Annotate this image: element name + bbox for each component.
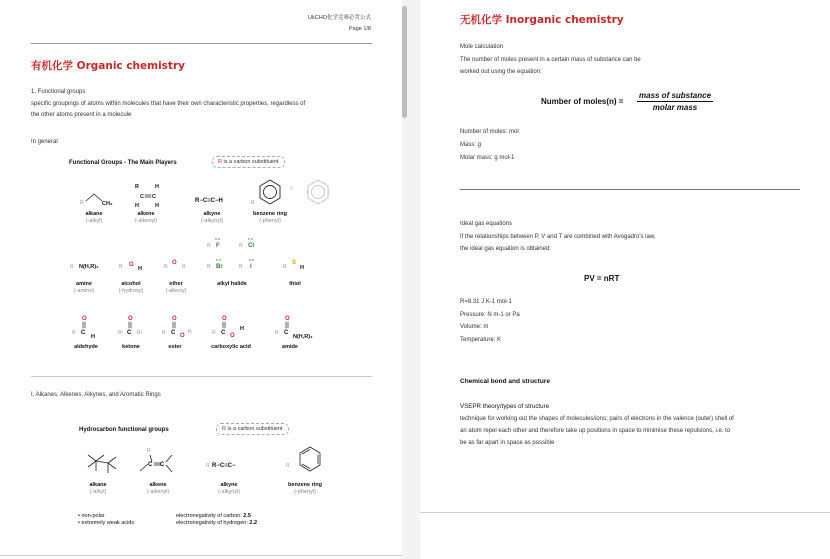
- label-alkyne-2: alkyne (-alkynyl): [217, 482, 241, 495]
- page-header: [308, 13, 371, 35]
- svg-text:O: O: [180, 333, 185, 339]
- alkyl-halide-structures: [207, 238, 254, 270]
- right-page: [420, 0, 830, 559]
- vsepr-text-line2: an atom repel each other and therefore take up positions in space to minimise these repulsions, i.e. to: [460, 428, 731, 434]
- label-benzene-ring-2: benzene ring (-phenyl): [288, 482, 322, 495]
- benzene-ring-structure: [251, 180, 280, 206]
- label-ether: ether (-alkoxy): [165, 281, 187, 294]
- en-hydrogen-value: 2.2: [249, 520, 258, 526]
- svg-text:C: C: [152, 194, 156, 200]
- mole-denominator: molar mass: [652, 103, 698, 112]
- svg-text:R: R: [182, 264, 186, 270]
- functional-groups-structures: [0, 150, 402, 365]
- alkyne-formula: R−C≡C−H: [195, 198, 223, 204]
- vsepr-text-line3: be as far apart in space as possible: [460, 440, 555, 446]
- svg-text:C: C: [221, 330, 226, 336]
- amide-structure: [275, 316, 313, 340]
- svg-text:C: C: [81, 330, 86, 336]
- label-alkyne: alkyne (-alkynyl): [200, 211, 224, 224]
- svg-text:H: H: [91, 334, 95, 340]
- label-alkane-2: alkane (-alkyl): [89, 482, 107, 495]
- label-thiol: thiol: [289, 281, 301, 287]
- label-benzene-ring: benzene ring (-phenyl): [253, 211, 287, 224]
- mole-numerator: mass of substance: [639, 91, 712, 100]
- header-page-number: Page 1/8: [348, 26, 371, 32]
- label-alkyl-halide: alkyl halide: [217, 281, 247, 287]
- svg-text:H: H: [138, 266, 142, 272]
- in-general-label: In general: [31, 139, 58, 145]
- amine-structure: [70, 264, 99, 270]
- ideal-gas-units: [460, 296, 520, 346]
- electronegativity-values: [176, 513, 257, 527]
- svg-text:H: H: [155, 203, 159, 209]
- ideal-gas-heading: Ideal gas equations: [460, 221, 513, 227]
- svg-text:R: R: [147, 448, 151, 454]
- svg-text:R: R: [70, 264, 74, 270]
- svg-text:H: H: [240, 326, 244, 332]
- carboxylic-acid-structure: [212, 316, 244, 339]
- svg-text:R: R: [283, 264, 287, 270]
- functional-groups-definition-line2: the other atoms present in a molecule: [31, 112, 132, 118]
- svg-text:O: O: [82, 316, 87, 322]
- r-note-text: is a carbon substituent: [223, 159, 279, 165]
- functional-groups-heading: 1. Functional groups: [31, 89, 86, 95]
- mole-divider: [460, 189, 800, 190]
- svg-text:C: C: [148, 462, 153, 468]
- svg-text:R: R: [206, 463, 210, 469]
- ideal-gas-text-line2: the ideal gas equation is obtained:: [460, 246, 552, 252]
- en-carbon-value: 2.5: [243, 513, 251, 519]
- svg-text:O: O: [230, 333, 235, 339]
- unit-mass: Mass: g: [460, 142, 482, 148]
- svg-text:C: C: [160, 462, 165, 468]
- bullet-weak-acids: • extremely weak acids: [78, 520, 135, 526]
- gas-constant: R=8.31 J K-1 mol-1: [460, 299, 512, 305]
- mole-calculation-heading: Mole calculation: [460, 44, 504, 50]
- svg-text:R: R: [135, 184, 139, 190]
- amine-group: N(H,R)₂: [79, 264, 99, 270]
- right-page-bottom-edge: [420, 512, 830, 513]
- bullet-non-polar: • non-polar: [78, 513, 105, 519]
- svg-text:N(H,R)₂: N(H,R)₂: [293, 334, 313, 340]
- mole-text-line1: The number of moles present in a certain mass of substance can be: [460, 57, 641, 63]
- svg-text:R²: R²: [137, 330, 143, 336]
- aldehyde-structure: [72, 316, 95, 340]
- mole-equation-lhs: Number of moles(n) =: [541, 97, 624, 106]
- thiol-structure: [283, 260, 304, 271]
- hydrocarbons-heading: I. Alkanes, Alkenes, Alkynes, and Aromatic Rings: [31, 392, 161, 398]
- hydrocarbon-properties: [78, 513, 134, 527]
- r-note-text: is a carbon substituent: [227, 426, 283, 432]
- benzene-ghost-structure: [290, 180, 329, 204]
- figure2-title: Hydrocarbon functional groups: [79, 427, 169, 433]
- svg-text:C: C: [140, 194, 144, 200]
- svg-text:R: R: [119, 264, 123, 270]
- chemical-bond-heading: Chemical bond and structure: [460, 378, 550, 385]
- svg-text:H: H: [135, 203, 139, 209]
- left-page-bottom-edge: [0, 555, 402, 556]
- inorganic-section-title: 无机化学 Inorganic chemistry: [460, 14, 624, 26]
- svg-text:C: C: [284, 330, 289, 336]
- label-alkane: alkane (-alkyl): [85, 211, 103, 224]
- mole-text-line2: worked out using the equation:: [460, 69, 542, 75]
- svg-text:O: O: [222, 316, 227, 322]
- unit-temperature: Temperature: K: [460, 336, 502, 343]
- vsepr-text: [460, 413, 825, 449]
- svg-text:R: R: [80, 200, 84, 206]
- alkyne-2-formula: R−C≡C−: [212, 463, 236, 469]
- alkene-structure: [135, 184, 159, 209]
- unit-volume: Volume: m: [460, 324, 489, 330]
- alcohol-structure: [119, 262, 142, 272]
- svg-text:R¹: R¹: [118, 330, 124, 336]
- svg-text:R: R: [164, 264, 168, 270]
- alkyne-structure: [195, 198, 223, 204]
- ketone-structure: [118, 316, 143, 336]
- vsepr-text-line1: technique for working out the shapes of molecules/ions; pairs of electrons in the valence (outer) shell of: [460, 416, 734, 422]
- header-divider: [31, 43, 372, 44]
- svg-text:Cl: Cl: [248, 243, 254, 249]
- svg-text:I: I: [250, 264, 252, 270]
- svg-text:F: F: [216, 243, 220, 249]
- unit-molar-mass: Molar mass: g mol-1: [460, 155, 515, 161]
- functional-groups-figure: [0, 150, 402, 365]
- label-ester: ester: [168, 344, 182, 350]
- left-page: [0, 0, 402, 559]
- svg-text:H: H: [155, 184, 159, 190]
- ether-structure: [164, 260, 186, 270]
- r-letter: R: [222, 426, 226, 432]
- benzene-ring-structure-2: [286, 447, 320, 471]
- unit-pressure: Pressure: N m-1 or Pa: [460, 311, 520, 318]
- r-letter: R: [218, 159, 222, 165]
- svg-text:R: R: [239, 264, 243, 270]
- svg-text:H: H: [300, 265, 304, 271]
- label-amide: amide: [282, 344, 298, 350]
- label-alkene: alkene (-alkenyl): [134, 211, 158, 224]
- svg-text:R: R: [162, 330, 166, 336]
- functional-groups-definition-line1: specific groupings of atoms within molecules that have their own characteristic properties, regardless of: [31, 101, 306, 107]
- svg-text:O: O: [172, 316, 177, 322]
- svg-text:R: R: [251, 200, 255, 206]
- en-hydrogen-label: electronegativity of hydrogen:: [176, 520, 248, 526]
- alkyne-structure-2: [206, 463, 236, 469]
- svg-text:R: R: [212, 330, 216, 336]
- svg-text:R: R: [239, 243, 243, 249]
- svg-text:R: R: [207, 243, 211, 249]
- unit-moles: Number of moles: mol: [460, 129, 519, 135]
- svg-text:R: R: [207, 264, 211, 270]
- svg-text:S: S: [292, 260, 297, 266]
- svg-text:O: O: [129, 262, 134, 268]
- header-doc-title: UkCHO化学竞赛必背公式: [308, 15, 371, 21]
- svg-text:R: R: [188, 329, 192, 335]
- alkane-structure-2: [88, 455, 116, 473]
- figure1-title: Functional Groups - The Main Players: [69, 160, 177, 166]
- label-aldehyde: aldehyde: [74, 344, 98, 350]
- label-alkene-2: alkene (-alkenyl): [146, 482, 170, 495]
- ideal-gas-text-line1: If the relationships between P, V and T are combined with Avogadro's law,: [460, 234, 656, 240]
- label-alcohol: alcohol (-hydroxy): [118, 281, 144, 294]
- ester-structure: [162, 316, 192, 339]
- svg-text:O: O: [172, 260, 177, 266]
- alkane-structure: [80, 194, 113, 207]
- mole-units: [460, 126, 519, 165]
- svg-text:R: R: [275, 330, 279, 336]
- svg-text:R: R: [290, 186, 294, 192]
- svg-text:Br: Br: [216, 264, 223, 270]
- label-carboxylic-acid: carboxylic acid: [211, 344, 251, 350]
- label-ketone: ketone: [122, 344, 140, 350]
- scrollbar-thumb[interactable]: [402, 6, 407, 118]
- svg-text:C: C: [127, 330, 132, 336]
- ideal-gas-equation: PV = nRT: [584, 274, 620, 283]
- svg-text:R: R: [72, 330, 76, 336]
- organic-section-title: 有机化学 Organic chemistry: [31, 60, 185, 72]
- svg-text:C: C: [171, 330, 176, 336]
- svg-text:O: O: [128, 316, 133, 322]
- ch3-atom: CH₃: [102, 201, 113, 207]
- svg-text:O: O: [285, 316, 290, 322]
- hydrocarbon-figure: [0, 415, 402, 540]
- section-divider: [31, 376, 372, 377]
- mole-equation-fraction: [637, 91, 713, 112]
- en-carbon-label: electronegativity of carbon:: [176, 513, 242, 519]
- alkene-structure-2: [140, 448, 172, 472]
- svg-text:R: R: [286, 463, 290, 469]
- vsepr-heading: VSEPR theory/types of structure: [460, 403, 550, 410]
- label-amine: amine (-amino): [73, 281, 95, 294]
